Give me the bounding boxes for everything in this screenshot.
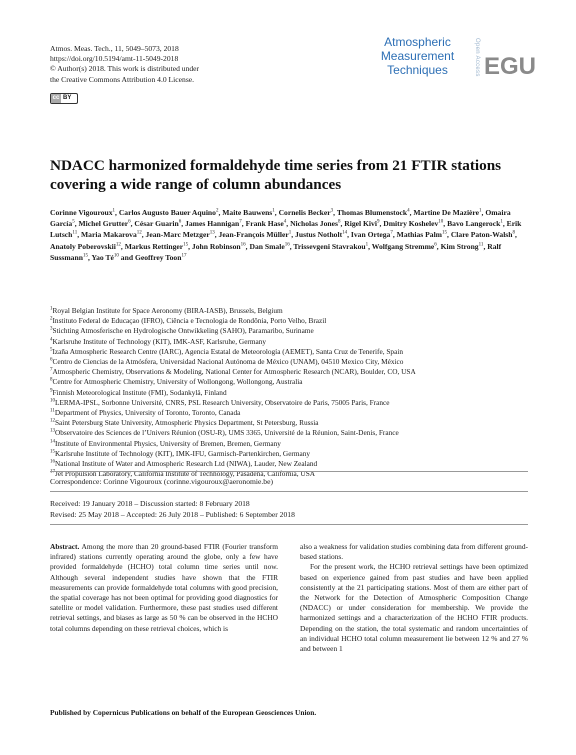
affiliation-marker: 6 [178,219,182,225]
author-name: Kim Strong$^{11}$ [440,241,484,251]
author-name: Michel Grutter$^6$ [78,219,131,229]
affiliation-item: $^{10}$LERMA-IPSL, Sorbonne Université, CNRS, PSL Research University, Observatoire de Paris, 75005 Paris, France [50,397,390,407]
affiliation-list [50,306,532,479]
affiliation-marker: 15 [82,253,88,259]
author-name: James Hannigan$^7$ [185,219,242,229]
affiliation-marker: 15 [442,230,448,236]
journal-name-line: Techniques [387,63,448,77]
open-access-label: Open Access [474,38,480,77]
author-name: John Robinson$^{16}$ [191,241,246,251]
correspondence-label: Correspondence: [50,477,102,486]
citation-header [50,44,199,85]
author-name: Rigel Kivi$^9$ [344,219,380,229]
affiliation-item: $^7$Atmospheric Chemistry, Observations & Modeling, National Center for Atmospheric Research (NCAR), Boulder, CO, USA [50,367,416,377]
publication-dates [50,498,295,520]
author-name: Cornelis Becker$^3$ [278,208,334,217]
affiliation-marker: 12 [136,230,142,236]
right-column [300,542,528,654]
author-name: Maite Bauwens$^1$ [222,208,275,217]
affiliation-item: $^8$Centre for Atmospheric Chemistry, University of Wollongong, Wollongong, Australia [50,377,303,387]
affiliation-marker: 1 [272,208,275,214]
affiliation-marker: 16 [240,242,246,248]
affiliation-item: $^{17}$Jet Propulsion Laboratory, California Institute of Technology, Pasadena, California, USA [50,469,316,479]
affiliation-marker: 12 [115,242,121,248]
affiliation-item: $^6$Centro de Ciencias de la Atmósfera, Universidad Nacional Autónoma de México (UNAM), 04510 Mexico City, México [50,357,404,367]
affiliation-marker: 7 [239,219,242,225]
cc-by-badge[interactable] [50,93,78,104]
egu-logo-text: EGU [484,53,537,80]
affiliation-marker: 9 [376,219,380,225]
license-line: the Creative Commons Attribution 4.0 License. [50,74,195,84]
affiliation-marker: 8 [337,219,341,225]
author-name: Erik Lutsch$^{11}$ [50,219,522,240]
affiliation-marker: 14 [342,230,348,236]
author-name: Ralf Sussmann$^{15}$ [50,241,502,262]
dates-line: Revised: 25 May 2018 – Accepted: 26 July 2018 – Published: 6 September 2018 [50,510,295,519]
abstract-label: Abstract. [50,542,80,551]
affiliation-marker: 5 [72,219,75,225]
affiliation-marker: 16 [284,242,290,248]
affiliation-marker: 7 [390,230,393,236]
affiliation-item: $^{13}$Observatoire des Sciences de l’Univers Réunion (OSU-R), UMS 3365, Université de la Réunion, Saint-Denis, France [50,428,399,438]
affiliation-marker: 10 [438,219,444,225]
paragraph: also a weakness for validation studies combining data from different ground-based stations. [300,542,528,562]
author-name: Clare Paton-Walsh$^8$ [450,230,515,240]
affiliation-marker: 17 [181,253,187,259]
affiliation-item: $^{16}$National Institute of Water and Atmospheric Research Ltd (NIWA), Lauder, New Zealand [50,459,318,469]
author-name: Mathias Palm$^{15}$ [396,230,448,240]
egu-logo [482,47,537,81]
affiliation-marker: 1 [112,208,116,214]
author-name: Carlos Augusto Bauer Aquino$^2$ [118,208,219,217]
author-name: Dan Smale$^{16}$ [249,241,290,251]
copyright-line: © Author(s) 2018. This work is distributed under [50,64,200,74]
paper-title: NDACC harmonized formaldehyde time series from 21 FTIR stations covering a wide range of column abundances [50,157,502,193]
affiliation-item: $^{15}$Karlsruhe Institute of Technology (KIT), IMK-IFU, Garmisch-Partenkirchen, Germany [50,448,311,458]
journal-name-line: Measurement [380,49,455,63]
journal-name [360,35,475,77]
affiliation-item: $^9$Finnish Meteorological Institute (FMI), Sodankylä, Finland [50,387,227,397]
author-name: Wolfgang Stremme$^6$ [371,241,437,251]
by-label: BY [63,95,72,101]
author-name: Jean-François Müller$^1$ [218,230,292,240]
correspondence-email[interactable]: Corinne Vigouroux (corinne.vigouroux@aeronomie.be) [103,477,273,486]
abstract-text: Among the more than 20 ground-based FTIR (Fourier transform infrared) stations currently operating around the globe, only a few have provided formaldehyde (HCHO) total column time series until now. Although several independent studies have shown that the FTIR measurements can provide formaldehyde total columns with good precision, the spatial coverage has not been optimal for providing good diagnostics for satellite or model validation. Furthermore, these past studies used different retrieval settings, and biases as large as 50 % can be observed in the HCHO total columns depending on these retrieval choices, which is [50,542,278,633]
author-name: Markus Rettinger$^{15}$ [124,241,189,251]
affiliation-marker: 1 [365,242,369,248]
journal-name-line: Atmospheric [384,35,451,49]
affiliation-marker: 4 [283,219,287,225]
affiliation-item: $^1$Royal Belgian Institute for Space Aeronomy (BIRA-IASB), Brussels, Belgium [50,306,283,315]
affiliation-item: $^5$Izaña Atmospheric Research Centre (IARC), Agencia Estatal de Meteorología (AEMET), Santa Cruz de Tenerife, Spain [50,346,403,356]
author-name: Martine De Mazière$^1$ [413,208,482,217]
author-name: Corinne Vigouroux$^1$ [50,208,116,217]
publisher-footer: Published by Copernicus Publications on behalf of the European Geosciences Union. [50,708,317,717]
dates-line: Received: 19 January 2018 – Discussion started: 8 February 2018 [50,499,250,508]
affiliation-marker: 4 [407,208,410,214]
author-name: Frank Hase$^4$ [245,219,287,229]
author-name: Justus Notholt$^{14}$ [295,230,348,240]
affiliation-marker: 6 [434,242,437,248]
author-name: Thomas Blumenstock$^4$ [336,208,410,217]
author-name: Trissevgeni Stavrakou$^1$ [293,241,369,251]
affiliation-item: $^{14}$Institute of Environmental Physics, University of Bremen, Bremen, Germany [50,438,281,448]
author-name: Bavo Langerock$^1$ [447,219,503,229]
doi-link[interactable]: https://doi.org/10.5194/amt-11-5049-2018 [50,54,179,64]
affiliation-marker: 1 [288,230,292,236]
affiliation-marker: 11 [72,230,78,236]
divider [50,471,528,472]
citation-line: Atmos. Meas. Tech., 11, 5049–5073, 2018 [50,44,179,53]
author-name: Yao $Té^{10}$ [91,252,119,262]
affiliation-item: $^4$Karlsruhe Institute of Technology (KIT), IMK-ASF, Karlsruhe, Germany [50,336,267,346]
author-name: Anatoly Poberovskii$^{12}$ [50,241,121,251]
affiliation-marker: 6 [128,219,131,225]
correspondence [50,477,273,486]
affiliation-marker: 11 [478,242,484,248]
author-name: Maria Makarova$^{12}$ [81,230,142,240]
affiliation-item: $^{11}$Department of Physics, University of Toronto, Toronto, Canada [50,408,241,418]
affiliation-item: $^3$Stichting Atmosferische en Hydrologische Ontwikkeling (SAHO), Paramaribo, Suriname [50,326,314,336]
affiliation-marker: 1 [479,208,482,214]
divider [50,524,528,525]
author-name: Ivan Ortega$^7$ [350,230,393,240]
affiliation-marker: 15 [183,242,189,248]
affiliation-item: $^2$Instituto Federal de Educaçao (IFRO), Ciência e Tecnologia de Rondônia, Porto Velho, Brazil [50,316,327,326]
affiliation-marker: 2 [215,208,219,214]
author-name: Jean-Marc Metzger$^{13}$ [145,230,215,240]
affiliation-marker: 3 [330,208,334,214]
cc-icon: cc [52,95,60,101]
abstract-column [50,542,278,634]
divider [50,491,528,492]
affiliation-item: $^{12}$Saint Petersburg State University, Atmospheric Physics Department, St Petersburg, Russia [50,418,319,428]
affiliation-marker: 13 [209,230,215,236]
affiliation-marker: 1 [500,219,503,225]
affiliation-marker: 10 [113,253,119,259]
author-name: Geoffrey Toon$^{17}$ [134,252,187,262]
author-name: Nicholas Jones$^8$ [290,219,341,229]
affiliation-marker: 8 [512,230,515,236]
author-name: César Guarin$^6$ [134,219,182,229]
author-list: Corinne Vigouroux$^1$, Carlos Augusto Bauer Aquino$^2$, Maite Bauwens$^1$, Cornelis Becker$^3$, Thomas Blumenstock$^4$, Martine De Mazière$^1$, Omaira García$^5$, Michel Grutter$^6$, César Guarin$^6$, James Hannigan$^7$, Frank Hase$^4$, Nicholas Jones$^8$, Rigel Kivi$^9$, Dmitry Koshelev$^{10}$, Bavo Langerock$^1$, Erik Lutsch$^{11}$, Maria Makarova$^{12}$, Jean-Marc Metzger$^{13}$, Jean-François Müller$^1$, Justus Notholt$^{14}$, Ivan Ortega$^7$, Mathias Palm$^{15}$, Clare Paton-Walsh$^8$, Anatoly Poberovskii$^{12}$, Markus Rettinger$^{15}$, John Robinson$^{16}$, Dan Smale$^{16}$, Trissevgeni Stavrakou$^1$, Wolfgang Stremme$^6$, Kim Strong$^{11}$, Ralf Sussmann$^{15}$, Yao $Té^{10}$ and Geoffrey Toon$^{17}$ [50,208,522,262]
paragraph: For the present work, the HCHO retrieval settings have been optimized based on experience gained from past studies and have been applied consistently at the 21 participating stations. Most of them are either part of the Network for the Detection of Atmospheric Composition Change (NDACC) or under consideration for membership. We provide the harmonized settings and a characterization of the HCHO FTIR products. Depending on the station, the total systematic and random uncertainties of an individual HCHO total column measurement lie between 12 % and 27 % and between 1 [300,562,528,654]
author-name: Dmitry Koshelev$^{10}$ [383,219,444,229]
author-name: Omaira García$^5$ [50,208,511,229]
authors-and: and [120,252,134,262]
